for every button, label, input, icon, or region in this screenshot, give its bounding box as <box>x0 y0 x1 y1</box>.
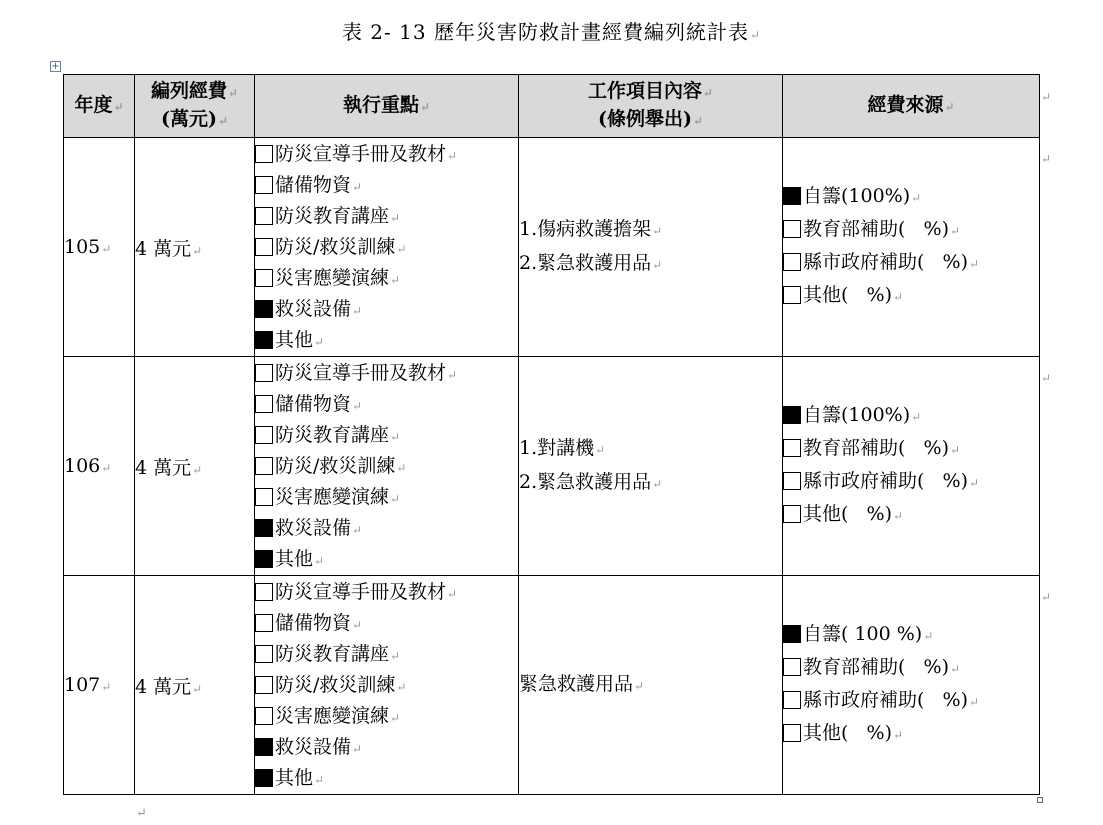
table-row <box>64 357 1040 576</box>
funding-option: 其他( %)↵ <box>783 280 1039 313</box>
table-resize-handle[interactable] <box>1037 797 1043 803</box>
focus-option: 儲備物資↵ <box>255 170 518 201</box>
unchecked-box-icon[interactable] <box>255 614 273 632</box>
table-row <box>64 138 1040 357</box>
header-source: 經費來源↵ <box>783 75 1040 138</box>
focus-option: 儲備物資↵ <box>255 608 518 639</box>
work-item: 2.緊急救護用品↵ <box>519 471 663 493</box>
header-budget: 編列經費↵ (萬元)↵ <box>135 75 255 138</box>
work-item: 2.緊急救護用品↵ <box>519 252 663 274</box>
checked-box-icon[interactable] <box>255 331 273 349</box>
focus-option: 救災設備↵ <box>255 294 518 325</box>
unchecked-box-icon[interactable] <box>255 269 273 287</box>
move-handle-icon[interactable]: + <box>51 61 60 72</box>
focus-option: 防災教育講座↵ <box>255 201 518 232</box>
row-end-mark: ↵ <box>1041 371 1052 385</box>
unchecked-box-icon[interactable] <box>255 238 273 256</box>
unchecked-box-icon[interactable] <box>783 439 801 457</box>
budget-table <box>63 74 1040 795</box>
row-end-mark: ↵ <box>1041 590 1052 604</box>
focus-option: 防災/救災訓練↵ <box>255 451 518 482</box>
unchecked-box-icon[interactable] <box>255 457 273 475</box>
year-cell: 107↵ <box>64 576 135 795</box>
focus-option: 其他↵ <box>255 763 518 794</box>
budget-cell: 4 萬元↵ <box>135 576 255 795</box>
funding-option: 縣市政府補助( %)↵ <box>783 247 1039 280</box>
focus-option: 救災設備↵ <box>255 732 518 763</box>
unchecked-box-icon[interactable] <box>783 220 801 238</box>
budget-cell: 4 萬元↵ <box>135 138 255 357</box>
year-cell: 106↵ <box>64 357 135 576</box>
funding-option: 教育部補助( %)↵ <box>783 652 1039 685</box>
checked-box-icon[interactable] <box>255 738 273 756</box>
page-title: 表 2- 13 歷年災害防救計畫經費編列統計表↵ <box>341 20 762 44</box>
focus-option: 防災/救災訓練↵ <box>255 670 518 701</box>
checked-box-icon[interactable] <box>255 769 273 787</box>
unchecked-box-icon[interactable] <box>255 364 273 382</box>
unchecked-box-icon[interactable] <box>783 286 801 304</box>
focus-option: 災害應變演練↵ <box>255 263 518 294</box>
budget-cell: 4 萬元↵ <box>135 357 255 576</box>
focus-option: 其他↵ <box>255 325 518 356</box>
checked-box-icon[interactable] <box>255 519 273 537</box>
unchecked-box-icon[interactable] <box>255 488 273 506</box>
items-cell <box>519 138 783 357</box>
funding-option: 自籌(100%)↵ <box>783 400 1039 433</box>
focus-option: 其他↵ <box>255 544 518 575</box>
unchecked-box-icon[interactable] <box>255 676 273 694</box>
source-cell <box>783 576 1040 795</box>
focus-option: 防災教育講座↵ <box>255 420 518 451</box>
focus-cell <box>255 138 519 357</box>
checked-box-icon[interactable] <box>255 550 273 568</box>
funding-option: 縣市政府補助( %)↵ <box>783 685 1039 718</box>
focus-cell <box>255 576 519 795</box>
work-item: 緊急救護用品↵ <box>519 673 645 695</box>
header-focus: 執行重點↵ <box>255 75 519 138</box>
funding-option: 自籌( 100 %)↵ <box>783 619 1039 652</box>
items-cell <box>519 576 783 795</box>
focus-option: 儲備物資↵ <box>255 389 518 420</box>
source-cell <box>783 138 1040 357</box>
funding-option: 教育部補助( %)↵ <box>783 433 1039 466</box>
focus-cell <box>255 357 519 576</box>
header-items: 工作項目內容↵ (條例舉出)↵ <box>519 75 783 138</box>
table-row <box>64 576 1040 795</box>
year-cell: 105↵ <box>64 138 135 357</box>
work-item: 1.傷病救護擔架↵ <box>519 218 663 240</box>
header-row <box>64 75 1040 138</box>
focus-option: 防災宣導手冊及教材↵ <box>255 139 518 170</box>
checked-box-icon[interactable] <box>255 300 273 318</box>
focus-option: 防災/救災訓練↵ <box>255 232 518 263</box>
unchecked-box-icon[interactable] <box>783 253 801 271</box>
focus-option: 防災宣導手冊及教材↵ <box>255 358 518 389</box>
focus-option: 災害應變演練↵ <box>255 701 518 732</box>
unchecked-box-icon[interactable] <box>255 145 273 163</box>
row-end-mark: ↵ <box>1041 152 1052 166</box>
unchecked-box-icon[interactable] <box>783 724 801 742</box>
unchecked-box-icon[interactable] <box>783 472 801 490</box>
unchecked-box-icon[interactable] <box>255 395 273 413</box>
row-end-mark: ↵ <box>1041 90 1052 104</box>
checked-box-icon[interactable] <box>783 625 801 643</box>
focus-option: 防災宣導手冊及教材↵ <box>255 577 518 608</box>
work-item: 1.對講機↵ <box>519 437 606 459</box>
funding-option: 縣市政府補助( %)↵ <box>783 466 1039 499</box>
funding-option: 其他( %)↵ <box>783 499 1039 532</box>
unchecked-box-icon[interactable] <box>255 707 273 725</box>
funding-option: 自籌(100%)↵ <box>783 181 1039 214</box>
unchecked-box-icon[interactable] <box>783 658 801 676</box>
checked-box-icon[interactable] <box>783 406 801 424</box>
unchecked-box-icon[interactable] <box>255 426 273 444</box>
checked-box-icon[interactable] <box>783 187 801 205</box>
focus-option: 救災設備↵ <box>255 513 518 544</box>
unchecked-box-icon[interactable] <box>255 207 273 225</box>
unchecked-box-icon[interactable] <box>255 176 273 194</box>
funding-option: 教育部補助( %)↵ <box>783 214 1039 247</box>
source-cell <box>783 357 1040 576</box>
unchecked-box-icon[interactable] <box>783 505 801 523</box>
header-year: 年度↵ <box>64 75 135 138</box>
table-body <box>64 138 1040 795</box>
focus-option: 防災教育講座↵ <box>255 639 518 670</box>
unchecked-box-icon[interactable] <box>783 691 801 709</box>
unchecked-box-icon[interactable] <box>255 645 273 663</box>
items-cell <box>519 357 783 576</box>
funding-option: 其他( %)↵ <box>783 718 1039 751</box>
document-end-mark: ↵ <box>136 806 147 821</box>
focus-option: 災害應變演練↵ <box>255 482 518 513</box>
unchecked-box-icon[interactable] <box>255 583 273 601</box>
